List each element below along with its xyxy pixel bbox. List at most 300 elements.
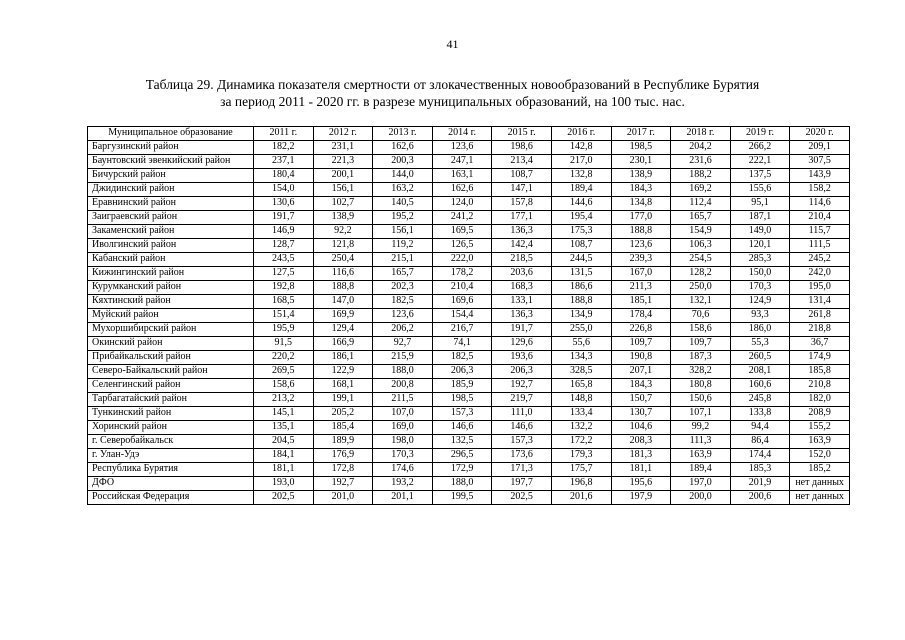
value-cell: 184,3 <box>611 379 671 393</box>
value-cell: 185,3 <box>730 463 790 477</box>
value-cell: 185,1 <box>611 295 671 309</box>
value-cell: 144,0 <box>373 169 433 183</box>
value-cell: 138,9 <box>313 211 373 225</box>
row-name-cell: Селенгинский район <box>88 379 254 393</box>
value-cell: 158,2 <box>790 183 850 197</box>
value-cell: 163,2 <box>373 183 433 197</box>
value-cell: 130,7 <box>611 407 671 421</box>
table-row <box>88 393 850 407</box>
value-cell: 201,9 <box>730 477 790 491</box>
column-header-year: 2011 г. <box>254 127 314 141</box>
value-cell: 208,1 <box>730 365 790 379</box>
value-cell: 192,7 <box>492 379 552 393</box>
caption-line-2: за период 2011 - 2020 гг. в разрезе муниципальных образований, на 100 тыс. нас. <box>220 94 685 109</box>
value-cell: 174,9 <box>790 351 850 365</box>
table-row <box>88 155 850 169</box>
value-cell: 195,6 <box>611 477 671 491</box>
table-row <box>88 225 850 239</box>
value-cell: 307,5 <box>790 155 850 169</box>
value-cell: 189,4 <box>551 183 611 197</box>
value-cell: 165,7 <box>373 267 433 281</box>
table-body <box>88 141 850 505</box>
value-cell: 231,6 <box>671 155 731 169</box>
value-cell: 165,7 <box>671 211 731 225</box>
row-name-cell: Мухоршибирский район <box>88 323 254 337</box>
column-header-year: 2013 г. <box>373 127 433 141</box>
value-cell: 208,3 <box>611 435 671 449</box>
value-cell: 180,4 <box>254 169 314 183</box>
value-cell: 215,1 <box>373 253 433 267</box>
row-name-cell: Баунтовский эвенкийский район <box>88 155 254 169</box>
value-cell: 203,6 <box>492 267 552 281</box>
value-cell: 181,3 <box>611 449 671 463</box>
value-cell: нет данных <box>790 477 850 491</box>
value-cell: 131,4 <box>790 295 850 309</box>
value-cell: 168,3 <box>492 281 552 295</box>
value-cell: 187,3 <box>671 351 731 365</box>
value-cell: 243,5 <box>254 253 314 267</box>
row-name-cell: г. Улан-Удэ <box>88 449 254 463</box>
value-cell: 36,7 <box>790 337 850 351</box>
value-cell: 182,5 <box>373 295 433 309</box>
value-cell: 112,4 <box>671 197 731 211</box>
table-header-row <box>88 127 850 141</box>
table-row <box>88 197 850 211</box>
table-row <box>88 141 850 155</box>
value-cell: 237,1 <box>254 155 314 169</box>
value-cell: 242,0 <box>790 267 850 281</box>
value-cell: 107,1 <box>671 407 731 421</box>
value-cell: 122,9 <box>313 365 373 379</box>
value-cell: 160,6 <box>730 379 790 393</box>
value-cell: 115,7 <box>790 225 850 239</box>
value-cell: 200,1 <box>313 169 373 183</box>
value-cell: 205,2 <box>313 407 373 421</box>
value-cell: 226,8 <box>611 323 671 337</box>
row-name-cell: ДФО <box>88 477 254 491</box>
value-cell: 175,7 <box>551 463 611 477</box>
value-cell: 148,8 <box>551 393 611 407</box>
value-cell: 197,9 <box>611 491 671 505</box>
value-cell: 193,2 <box>373 477 433 491</box>
table-row <box>88 477 850 491</box>
caption-line-1: Таблица 29. Динамика показателя смертности от злокачественных новообразований в Республике Бурятия <box>145 77 760 92</box>
value-cell: 130,6 <box>254 197 314 211</box>
value-cell: 217,0 <box>551 155 611 169</box>
value-cell: 168,1 <box>313 379 373 393</box>
value-cell: 132,5 <box>432 435 492 449</box>
value-cell: 131,5 <box>551 267 611 281</box>
row-name-cell: Российская Федерация <box>88 491 254 505</box>
row-name-cell: Прибайкальский район <box>88 351 254 365</box>
row-name-cell: Муйский район <box>88 309 254 323</box>
value-cell: 182,2 <box>254 141 314 155</box>
value-cell: 126,5 <box>432 239 492 253</box>
value-cell: 162,6 <box>373 141 433 155</box>
value-cell: 190,8 <box>611 351 671 365</box>
value-cell: 182,5 <box>432 351 492 365</box>
value-cell: 107,0 <box>373 407 433 421</box>
value-cell: 186,1 <box>313 351 373 365</box>
column-header-year: 2015 г. <box>492 127 552 141</box>
value-cell: 102,7 <box>313 197 373 211</box>
value-cell: 250,4 <box>313 253 373 267</box>
value-cell: 188,8 <box>611 225 671 239</box>
column-header-year: 2019 г. <box>730 127 790 141</box>
table-row <box>88 491 850 505</box>
value-cell: 157,3 <box>432 407 492 421</box>
value-cell: 150,7 <box>611 393 671 407</box>
value-cell: 202,3 <box>373 281 433 295</box>
row-name-cell: Еравнинский район <box>88 197 254 211</box>
value-cell: 198,0 <box>373 435 433 449</box>
table-row <box>88 309 850 323</box>
value-cell: 133,8 <box>730 407 790 421</box>
table-row <box>88 281 850 295</box>
value-cell: 143,9 <box>790 169 850 183</box>
value-cell: 151,4 <box>254 309 314 323</box>
value-cell: 255,0 <box>551 323 611 337</box>
table-row <box>88 323 850 337</box>
row-name-cell: Баргузинский район <box>88 141 254 155</box>
value-cell: 150,0 <box>730 267 790 281</box>
column-header-year: 2012 г. <box>313 127 373 141</box>
table-caption <box>0 76 905 110</box>
value-cell: 155,2 <box>790 421 850 435</box>
value-cell: 230,1 <box>611 155 671 169</box>
value-cell: 86,4 <box>730 435 790 449</box>
value-cell: 266,2 <box>730 141 790 155</box>
value-cell: 145,1 <box>254 407 314 421</box>
value-cell: 179,3 <box>551 449 611 463</box>
value-cell: 169,0 <box>373 421 433 435</box>
value-cell: 128,7 <box>254 239 314 253</box>
value-cell: 147,0 <box>313 295 373 309</box>
column-header-year: 2017 г. <box>611 127 671 141</box>
value-cell: 129,6 <box>492 337 552 351</box>
value-cell: 261,8 <box>790 309 850 323</box>
value-cell: 202,5 <box>254 491 314 505</box>
row-name-cell: Кижингинский район <box>88 267 254 281</box>
value-cell: 185,2 <box>790 463 850 477</box>
value-cell: 328,5 <box>551 365 611 379</box>
value-cell: 215,9 <box>373 351 433 365</box>
value-cell: 195,9 <box>254 323 314 337</box>
value-cell: 191,7 <box>254 211 314 225</box>
value-cell: 169,6 <box>432 295 492 309</box>
value-cell: 146,6 <box>492 421 552 435</box>
value-cell: 157,3 <box>492 435 552 449</box>
value-cell: 135,1 <box>254 421 314 435</box>
row-name-cell: Тункинский район <box>88 407 254 421</box>
row-name-cell: Заиграевский район <box>88 211 254 225</box>
value-cell: 231,1 <box>313 141 373 155</box>
value-cell: 250,0 <box>671 281 731 295</box>
value-cell: 185,8 <box>790 365 850 379</box>
value-cell: 150,6 <box>671 393 731 407</box>
value-cell: 239,3 <box>611 253 671 267</box>
value-cell: 204,5 <box>254 435 314 449</box>
value-cell: 177,1 <box>492 211 552 225</box>
value-cell: 178,4 <box>611 309 671 323</box>
value-cell: 154,4 <box>432 309 492 323</box>
value-cell: 200,6 <box>730 491 790 505</box>
value-cell: 192,8 <box>254 281 314 295</box>
value-cell: 195,0 <box>790 281 850 295</box>
value-cell: 181,1 <box>254 463 314 477</box>
table-row <box>88 379 850 393</box>
value-cell: 296,5 <box>432 449 492 463</box>
value-cell: 171,3 <box>492 463 552 477</box>
value-cell: 193,0 <box>254 477 314 491</box>
value-cell: 129,4 <box>313 323 373 337</box>
value-cell: 173,6 <box>492 449 552 463</box>
value-cell: 104,6 <box>611 421 671 435</box>
value-cell: 132,8 <box>551 169 611 183</box>
value-cell: 188,2 <box>671 169 731 183</box>
value-cell: 158,6 <box>254 379 314 393</box>
value-cell: 188,0 <box>432 477 492 491</box>
value-cell: 221,3 <box>313 155 373 169</box>
column-header-year: 2018 г. <box>671 127 731 141</box>
page-number: 41 <box>446 37 459 51</box>
table-row <box>88 435 850 449</box>
value-cell: 111,3 <box>671 435 731 449</box>
value-cell: 188,0 <box>373 365 433 379</box>
value-cell: 206,2 <box>373 323 433 337</box>
value-cell: 123,6 <box>611 239 671 253</box>
value-cell: 206,3 <box>492 365 552 379</box>
value-cell: 195,4 <box>551 211 611 225</box>
value-cell: 187,1 <box>730 211 790 225</box>
value-cell: 133,4 <box>551 407 611 421</box>
column-header-name: Муниципальное образование <box>88 127 254 141</box>
value-cell: 245,8 <box>730 393 790 407</box>
value-cell: 154,0 <box>254 183 314 197</box>
value-cell: 144,6 <box>551 197 611 211</box>
value-cell: 269,5 <box>254 365 314 379</box>
table-row <box>88 239 850 253</box>
value-cell: 285,3 <box>730 253 790 267</box>
table-row <box>88 267 850 281</box>
table-row <box>88 253 850 267</box>
value-cell: 136,3 <box>492 309 552 323</box>
value-cell: 152,0 <box>790 449 850 463</box>
value-cell: 195,2 <box>373 211 433 225</box>
row-name-cell: Иволгинский район <box>88 239 254 253</box>
value-cell: 170,3 <box>730 281 790 295</box>
value-cell: 181,1 <box>611 463 671 477</box>
value-cell: 208,9 <box>790 407 850 421</box>
value-cell: 163,9 <box>790 435 850 449</box>
value-cell: 185,9 <box>432 379 492 393</box>
value-cell: 188,8 <box>551 295 611 309</box>
value-cell: 172,8 <box>313 463 373 477</box>
value-cell: 189,9 <box>313 435 373 449</box>
value-cell: 213,2 <box>254 393 314 407</box>
table-row <box>88 463 850 477</box>
value-cell: 200,0 <box>671 491 731 505</box>
row-name-cell: Джидинский район <box>88 183 254 197</box>
table-row <box>88 449 850 463</box>
value-cell: 127,5 <box>254 267 314 281</box>
row-name-cell: Закаменский район <box>88 225 254 239</box>
value-cell: 95,1 <box>730 197 790 211</box>
value-cell: 175,3 <box>551 225 611 239</box>
value-cell: 186,6 <box>551 281 611 295</box>
table-row <box>88 421 850 435</box>
table-row <box>88 183 850 197</box>
row-name-cell: Хоринский район <box>88 421 254 435</box>
value-cell: 200,3 <box>373 155 433 169</box>
row-name-cell: Кабанский район <box>88 253 254 267</box>
value-cell: 201,1 <box>373 491 433 505</box>
row-name-cell: Тарбагатайский район <box>88 393 254 407</box>
row-name-cell: г. Северобайкальск <box>88 435 254 449</box>
value-cell: 94,4 <box>730 421 790 435</box>
value-cell: 136,3 <box>492 225 552 239</box>
value-cell: 260,5 <box>730 351 790 365</box>
value-cell: 189,4 <box>671 463 731 477</box>
value-cell: 210,4 <box>432 281 492 295</box>
value-cell: 244,5 <box>551 253 611 267</box>
value-cell: 172,9 <box>432 463 492 477</box>
value-cell: 218,8 <box>790 323 850 337</box>
value-cell: 154,9 <box>671 225 731 239</box>
value-cell: 132,1 <box>671 295 731 309</box>
value-cell: 132,2 <box>551 421 611 435</box>
table-row <box>88 169 850 183</box>
value-cell: 247,1 <box>432 155 492 169</box>
value-cell: 207,1 <box>611 365 671 379</box>
value-cell: 193,6 <box>492 351 552 365</box>
row-name-cell: Северо-Байкальский район <box>88 365 254 379</box>
value-cell: 213,4 <box>492 155 552 169</box>
value-cell: 170,3 <box>373 449 433 463</box>
value-cell: 241,2 <box>432 211 492 225</box>
value-cell: 197,7 <box>492 477 552 491</box>
row-name-cell: Бичурский район <box>88 169 254 183</box>
value-cell: 119,2 <box>373 239 433 253</box>
value-cell: 157,8 <box>492 197 552 211</box>
value-cell: 169,5 <box>432 225 492 239</box>
column-header-year: 2016 г. <box>551 127 611 141</box>
value-cell: 109,7 <box>671 337 731 351</box>
value-cell: 204,2 <box>671 141 731 155</box>
row-name-cell: Курумканский район <box>88 281 254 295</box>
value-cell: 166,9 <box>313 337 373 351</box>
value-cell: 197,0 <box>671 477 731 491</box>
value-cell: 134,9 <box>551 309 611 323</box>
value-cell: 92,2 <box>313 225 373 239</box>
value-cell: 201,0 <box>313 491 373 505</box>
value-cell: 168,5 <box>254 295 314 309</box>
value-cell: 198,5 <box>432 393 492 407</box>
value-cell: 216,7 <box>432 323 492 337</box>
value-cell: 74,1 <box>432 337 492 351</box>
value-cell: 142,4 <box>492 239 552 253</box>
value-cell: 199,5 <box>432 491 492 505</box>
value-cell: 108,7 <box>492 169 552 183</box>
value-cell: 222,1 <box>730 155 790 169</box>
value-cell: нет данных <box>790 491 850 505</box>
table-row <box>88 211 850 225</box>
value-cell: 128,2 <box>671 267 731 281</box>
value-cell: 109,7 <box>611 337 671 351</box>
value-cell: 70,6 <box>671 309 731 323</box>
value-cell: 134,3 <box>551 351 611 365</box>
value-cell: 182,0 <box>790 393 850 407</box>
value-cell: 138,9 <box>611 169 671 183</box>
value-cell: 114,6 <box>790 197 850 211</box>
value-cell: 184,1 <box>254 449 314 463</box>
value-cell: 211,3 <box>611 281 671 295</box>
value-cell: 210,4 <box>790 211 850 225</box>
value-cell: 93,3 <box>730 309 790 323</box>
value-cell: 123,6 <box>432 141 492 155</box>
table-row <box>88 337 850 351</box>
value-cell: 198,6 <box>492 141 552 155</box>
value-cell: 169,9 <box>313 309 373 323</box>
value-cell: 116,6 <box>313 267 373 281</box>
row-name-cell: Окинский район <box>88 337 254 351</box>
value-cell: 163,9 <box>671 449 731 463</box>
value-cell: 177,0 <box>611 211 671 225</box>
value-cell: 134,8 <box>611 197 671 211</box>
column-header-year: 2020 г. <box>790 127 850 141</box>
value-cell: 137,5 <box>730 169 790 183</box>
table-row <box>88 351 850 365</box>
value-cell: 124,0 <box>432 197 492 211</box>
value-cell: 156,1 <box>373 225 433 239</box>
value-cell: 155,6 <box>730 183 790 197</box>
value-cell: 163,1 <box>432 169 492 183</box>
value-cell: 188,8 <box>313 281 373 295</box>
row-name-cell: Кяхтинский район <box>88 295 254 309</box>
value-cell: 201,6 <box>551 491 611 505</box>
value-cell: 158,6 <box>671 323 731 337</box>
table-row <box>88 295 850 309</box>
value-cell: 165,8 <box>551 379 611 393</box>
value-cell: 91,5 <box>254 337 314 351</box>
value-cell: 124,9 <box>730 295 790 309</box>
value-cell: 156,1 <box>313 183 373 197</box>
value-cell: 178,2 <box>432 267 492 281</box>
value-cell: 218,5 <box>492 253 552 267</box>
value-cell: 254,5 <box>671 253 731 267</box>
mortality-table <box>87 126 850 505</box>
value-cell: 162,6 <box>432 183 492 197</box>
value-cell: 120,1 <box>730 239 790 253</box>
value-cell: 121,8 <box>313 239 373 253</box>
value-cell: 185,4 <box>313 421 373 435</box>
value-cell: 328,2 <box>671 365 731 379</box>
value-cell: 222,0 <box>432 253 492 267</box>
value-cell: 245,2 <box>790 253 850 267</box>
value-cell: 200,8 <box>373 379 433 393</box>
value-cell: 211,5 <box>373 393 433 407</box>
value-cell: 184,3 <box>611 183 671 197</box>
value-cell: 209,1 <box>790 141 850 155</box>
value-cell: 186,0 <box>730 323 790 337</box>
value-cell: 169,2 <box>671 183 731 197</box>
value-cell: 176,9 <box>313 449 373 463</box>
value-cell: 202,5 <box>492 491 552 505</box>
value-cell: 147,1 <box>492 183 552 197</box>
value-cell: 172,2 <box>551 435 611 449</box>
value-cell: 196,8 <box>551 477 611 491</box>
value-cell: 146,6 <box>432 421 492 435</box>
